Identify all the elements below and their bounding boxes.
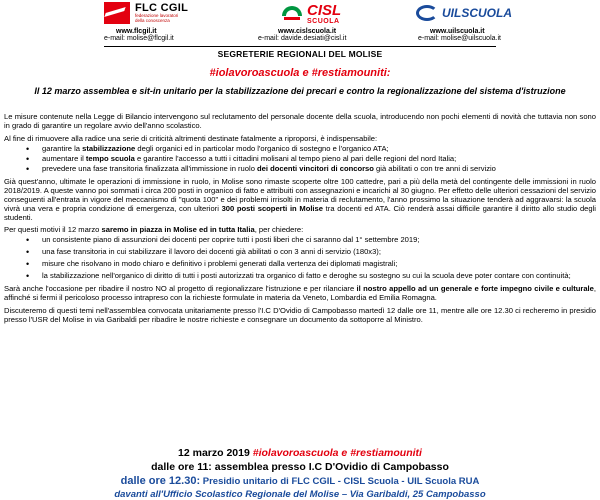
uil-email: e-mail: molise@uilscuola.it <box>418 35 501 42</box>
bullet-icon: • <box>26 259 30 270</box>
document-title: SEGRETERIE REGIONALI DEL MOLISE <box>217 49 383 59</box>
flc-cgil-block <box>104 0 214 44</box>
cisl-logo-icon <box>280 2 304 26</box>
flc-email: e-mail: molise@flcgil.it <box>104 35 174 42</box>
cisl-site: www.cislscuola.it <box>278 28 337 35</box>
flc-site: www.flcgil.it <box>116 28 157 35</box>
demands-list-1 <box>4 145 596 174</box>
demands-list-2 <box>4 236 596 281</box>
bullet-icon: • <box>26 271 30 282</box>
cisl-name: CISL <box>307 2 342 19</box>
flc-name: FLC CGIL <box>135 1 189 14</box>
list-item: • garantire la stabilizzazione degli organici ed in particolar modo l'organico di sostegno e l'organico ATA; <box>26 143 389 154</box>
flc-tagline: federazione lavoratori della conoscenza <box>135 12 179 23</box>
bullet-icon: • <box>26 235 30 246</box>
bullet-icon: • <box>26 143 30 154</box>
cisl-block <box>258 0 368 44</box>
flc-cgil-logo <box>104 2 188 24</box>
uil-logo-icon <box>414 2 440 24</box>
list-item: • aumentare il tempo scuola e garantire l'accesso a tutti i cittadini molisani al tempo pieno al pari delle regioni del nord Italia; <box>26 153 457 164</box>
list-item: • la stabilizzazione nell'organico di diritto di tutti i posti autorizzati tra organico di fatto e deroghe su sostegno su cui la scuola deve poter contare con continuità; <box>26 271 571 282</box>
list-item: • una fase transitoria in cui stabilizzare il lavoro dei docenti già abilitati o con 3 anni di servizio (180x3); <box>26 247 381 258</box>
hashtag-heading: #iolavoroascuola e #restiamouniti: <box>209 67 391 79</box>
location-line: davanti all'Ufficio Scolastico Regionale del Molise – Via Garibaldi, 25 Campobasso <box>114 489 486 500</box>
bullet-icon: • <box>26 163 30 174</box>
paragraph-meeting: Discuteremo di questi temi nell'assemblea convocata unitariamente presso l'I.C D'Ovidio di Campobasso martedì 12 dalle ore 11, mentre alle ore 12.30 ci recheremo in presidio presso l'USR del Molise in via Garibaldi per ribadire le nostre richieste e consegnare un documento da sottoporre al Ministro. <box>4 306 596 325</box>
event-hashtags: #iolavoroascuola e #restiamouniti <box>252 447 422 459</box>
sit-in-line: dalle ore 12.30: Presidio unitario di FLC CGIL - CISL Scuola - UIL Scuola RUA <box>120 475 480 487</box>
list-item: • un consistente piano di assunzioni dei docenti per coprire tutti i posti liberi che ci saranno dal 1° settembre 2019; <box>26 235 420 246</box>
list-item: • prevedere una fase transitoria finalizzata all'immissione in ruolo dei docenti vincitori di concorso già abilitati o con tre anni di servizio <box>26 163 496 174</box>
letterhead <box>0 0 600 44</box>
bullet-icon: • <box>26 153 30 164</box>
paragraph-purpose: Al fine di rimuovere alla radice una serie di criticità altrimenti destinate fatalmente a riproporsi, è indispensabile: <box>4 133 378 143</box>
event-date-line: 12 marzo 2019 #iolavoroascuola e #restiamouniti <box>178 447 422 459</box>
document-body <box>4 113 596 329</box>
bullet-icon: • <box>26 247 30 258</box>
uil-block <box>406 0 516 44</box>
uil-logo <box>414 2 512 24</box>
uil-site: www.uilscuola.it <box>430 28 485 35</box>
subtitle: Il 12 marzo assemblea e sit-in unitario per la stabilizzazione dei precari e contro la regionalizzazione del sistema d'istruzione <box>34 86 566 96</box>
paragraph-intro: Le misure contenute nella Legge di Bilancio intervengono sul reclutamento del personale docente della scuola, introducendo non pochi elementi di novità che tuttavia non sono in grado di garantire un regolare avvio dell'anno scolastico. <box>4 112 596 130</box>
paragraph-motivation: Per questi motivi il 12 marzo saremo in piazza in Molise ed in tutta Italia, per chiedere: <box>4 225 304 235</box>
paragraph-situation: Già quest'anno, ultimate le operazioni di immissione in ruolo, in Molise sono rimaste scoperte oltre 100 cattedre, pari a più della metà del contingente delle immissioni in ruolo 2018/2019. A queste vanno poi sommati i circa 200 posti in organico di fatto e attribuiti con assegnazioni e incarichi al 30 giugno. Per effetto delle ulteriori cessazioni del servizio conseguenti all'entrata in vigore del meccanismo di "quota 100" e dei problemi irrisolti in materia di reclutamento, l'anno prossimo la situazione tenderà ad aggravarsi: la scuola vivrà una vera e propria condizione di emergenza, con ulteriori 300 posti scoperti in Molise tra docenti ed ATA. Ciò renderà assai difficile garantire il diritto allo studio degli studenti. <box>4 176 596 222</box>
flc-logo-icon <box>104 2 130 24</box>
uil-name: UILSCUOLA <box>442 6 512 20</box>
list-item: • misure che risolvano in modo chiaro e definitivo i problemi generati dalla vertenza dei diplomati magistrali; <box>26 259 398 270</box>
cisl-email: e-mail: davide.desiati@cisl.it <box>258 35 347 42</box>
cisl-logo <box>280 2 341 26</box>
assembly-line: dalle ore 11: assemblea presso I.C D'Ovidio di Campobasso <box>151 461 449 473</box>
cisl-sub: SCUOLA <box>307 18 340 25</box>
paragraph-regionalization: Sarà anche l'occasione per ribadire il nostro NO al progetto di regionalizzare l'istruzione e per rilanciare il nostro appello ad un generale e forte impegno civile e culturale, affinché si fermi il pericoloso processo intrapreso con la richieste formulate in materia da Veneto, Lombardia ed Emilia Romagna. <box>4 284 597 303</box>
header-divider <box>104 46 496 47</box>
